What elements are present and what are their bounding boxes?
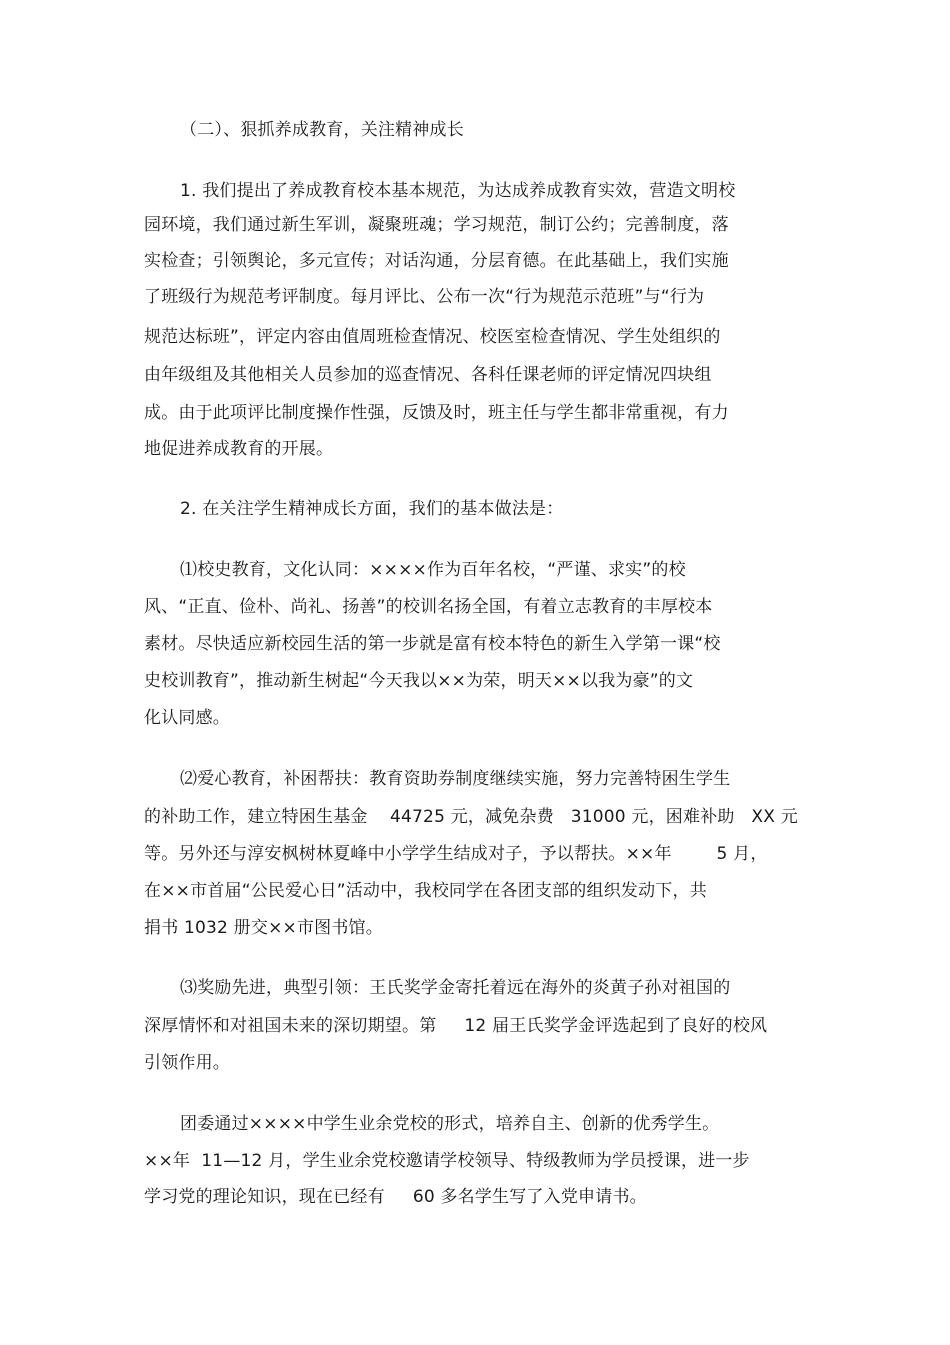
paragraph-1-line-8: 地促进养成教育的开展。: [144, 439, 334, 459]
paragraph-3-line-2: 风、“正直、俭朴、尚礼、扬善”的校训名扬全国，有着立志教育的丰厚校本: [144, 597, 713, 617]
paragraph-3-line-4: 史校训教育”，推动新生树起“今天我以××为荣，明天××以我为豪”的文: [144, 671, 694, 691]
paragraph-1-line-5: 规范达标班”，评定内容由值周班检查情况、校医室检查情况、学生处组织的: [144, 327, 721, 347]
paragraph-4-line-4: 在××市首届“公民爱心日”活动中，我校同学在各团支部的组织发动下，共: [144, 881, 707, 901]
paragraph-3-line-5: 化认同感。: [144, 708, 230, 728]
paragraph-4-line-2: 的补助工作，建立特困生基金 44725 元，减免杂费 31000 元，困难补助 XX 元: [144, 807, 798, 827]
paragraph-1-line-1: 1. 我们提出了养成教育校本基本规范，为达成养成教育实效，营造文明校: [180, 181, 736, 201]
paragraph-2-line-1: 2. 在关注学生精神成长方面，我们的基本做法是：: [180, 499, 564, 519]
paragraph-6-line-2: ××年 11—12 月，学生业余党校邀请学校领导、特级教师为学员授课，进一步: [144, 1151, 750, 1171]
paragraph-4-line-3: 等。另外还与淳安枫树林夏峰中小学学生结成对子，予以帮扶。××年 5 月，: [144, 844, 768, 864]
paragraph-1-line-6: 由年级组及其他相关人员参加的巡查情况、各科任课老师的评定情况四块组: [144, 365, 712, 385]
paragraph-6-line-3: 学习党的理论知识，现在已经有 60 多名学生写了入党申请书。: [144, 1187, 647, 1207]
paragraph-1-line-4: 了班级行为规范考评制度。每月评比、公布一次“行为规范示范班”与“行为: [144, 287, 705, 307]
paragraph-5-line-2: 深厚情怀和对祖国未来的深切期望。第 12 届王氏奖学金评选起到了良好的校风: [144, 1016, 768, 1036]
paragraph-5-line-1: ⑶奖励先进，典型引领：王氏奖学金寄托着远在海外的炎黄子孙对祖国的: [180, 978, 731, 998]
paragraph-4-line-5: 捐书 1032 册交××市图书馆。: [144, 918, 383, 938]
paragraph-1-line-7: 成。由于此项评比制度操作性强，反馈及时，班主任与学生都非常重视，有力: [144, 403, 729, 423]
paragraph-5-line-3: 引领作用。: [144, 1053, 230, 1073]
paragraph-1-line-3: 实检查；引领舆论，多元宣传；对话沟通，分层育德。在此基础上，我们实施: [144, 251, 729, 271]
paragraph-3-line-3: 素材。尽快适应新校园生活的第一步就是富有校本特色的新生入学第一课“校: [144, 634, 721, 654]
section-heading: （二）、狠抓养成教育，关注精神成长: [180, 120, 464, 140]
paragraph-4-line-1: ⑵爱心教育，补困帮扶：教育资助券制度继续实施，努力完善特困生学生: [180, 769, 731, 789]
paragraph-6-line-1: 团委通过××××中学生业余党校的形式，培养自主、创新的优秀学生。: [180, 1114, 720, 1134]
paragraph-1-line-2: 园环境，我们通过新生军训，凝聚班魂；学习规范，制订公约；完善制度，落: [144, 215, 729, 235]
paragraph-3-line-1: ⑴校史教育，文化认同：××××作为百年名校，“严谨、求实”的校: [180, 560, 686, 580]
